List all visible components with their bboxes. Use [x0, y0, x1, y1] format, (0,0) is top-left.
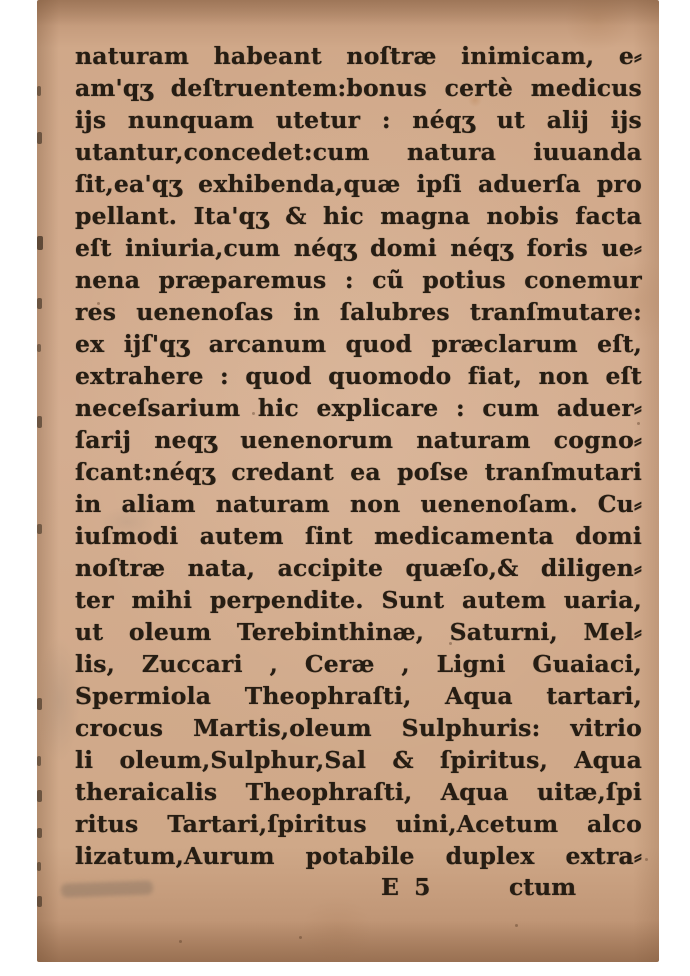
page-edge-mark — [37, 790, 42, 802]
paper-speck — [645, 858, 648, 861]
text-line: noſtræ nata, accipite quæſo,& diligen⸗ — [75, 554, 642, 582]
text-line: eſt iniuria,cum néqʒ domi néqʒ foris ue⸗ — [75, 234, 642, 262]
text-line: utantur,concedet:cum natura iuuanda — [75, 138, 642, 166]
text-line: pellant. Ita'qʒ & hic magna nobis facta — [75, 202, 642, 230]
page-edge-mark — [37, 132, 42, 144]
page-edge-mark — [37, 416, 42, 428]
text-line: in aliam naturam non uenenoſam. Cu⸗ — [75, 490, 642, 518]
text-line: ex ijſ'qʒ arcanum quod præclarum eſt, — [75, 330, 642, 358]
page-edge-mark — [37, 298, 42, 309]
text-line: ſit,ea'qʒ exhibenda,quæ ipſi aduerſa pro — [75, 170, 642, 198]
text-line: iuſmodi autem ſint medicamenta domi — [75, 522, 642, 550]
text-line: lizatum,Aurum potabile duplex extra⸗ — [75, 842, 642, 870]
page-edge-mark — [37, 756, 41, 766]
catchword: ctum — [509, 873, 577, 901]
paper-speck — [299, 936, 302, 939]
text-line: lis, Zuccari , Ceræ , Ligni Guaiaci, — [75, 650, 642, 678]
text-line: ut oleum Terebinthinæ, Saturni, Mel⸗ — [75, 618, 642, 646]
page-edge-mark — [37, 828, 42, 838]
text-line: ter mihi perpendite. Sunt autem uaria, — [75, 586, 642, 614]
page-text — [75, 40, 642, 906]
paper-speck — [515, 924, 518, 927]
text-line: ijs nunquam utetur : néqʒ ut alij ijs — [75, 106, 642, 134]
text-line: ſarij neqʒ uenenorum naturam cogno⸗ — [75, 426, 642, 454]
signature-mark: E 5 — [381, 873, 431, 901]
text-line: li oleum,Sulphur,Sal & ſpiritus, Aqua — [75, 746, 642, 774]
text-line: am'qʒ deſtruentem:bonus certè medicus — [75, 74, 642, 102]
text-line: ritus Tartari,ſpiritus uini,Acetum alco — [75, 810, 642, 838]
page-edge-mark — [37, 344, 41, 352]
text-line: ſcant:néqʒ credant ea poſse tranſmutari — [75, 458, 642, 486]
text-line: neceſsarium hic explicare : cum aduer⸗ — [75, 394, 642, 422]
book-page — [37, 0, 659, 962]
text-line: extrahere : quod quomodo fiat, non eſt — [75, 362, 642, 390]
text-line: res uenenoſas in ſalubres tranſmutare: — [75, 298, 642, 326]
text-line: crocus Martis,oleum Sulphuris: vitrio — [75, 714, 642, 742]
page-edge-mark — [37, 86, 41, 96]
paper-speck — [179, 940, 182, 943]
text-line: theraicalis Theophraſti, Aqua uitæ,ſpi — [75, 778, 642, 806]
text-line: Spermiola Theophraſti, Aqua tartari, — [75, 682, 642, 710]
text-line: naturam habeant noſtræ inimicam, e⸗ — [75, 42, 642, 70]
page-edge-mark — [37, 862, 41, 871]
page-edge-mark — [37, 524, 42, 534]
signature-line — [75, 872, 642, 906]
page-edge-mark — [37, 236, 43, 250]
page-edge-mark — [37, 698, 42, 710]
page-edge-mark — [37, 896, 42, 907]
text-line: nena præparemus : cũ potius conemur — [75, 266, 642, 294]
